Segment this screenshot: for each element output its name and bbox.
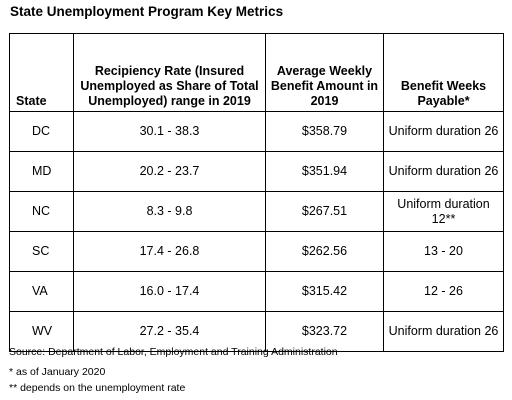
cell-state: NC (10, 192, 74, 232)
footnote-as-of-date: * as of January 2020 (9, 366, 106, 378)
metrics-table (9, 33, 504, 352)
cell-recipiency-rate: 8.3 - 9.8 (74, 192, 266, 232)
cell-benefit-weeks: 13 - 20 (384, 232, 504, 272)
cell-state: WV (10, 312, 74, 352)
cell-average-weekly-benefit: $351.94 (266, 152, 384, 192)
cell-benefit-weeks: Uniform duration 26 (384, 312, 504, 352)
cell-state: VA (10, 272, 74, 312)
table-row (10, 152, 504, 192)
cell-average-weekly-benefit: $262.56 (266, 232, 384, 272)
cell-benefit-weeks: Uniform duration 26 (384, 152, 504, 192)
cell-state: SC (10, 232, 74, 272)
cell-state: DC (10, 112, 74, 152)
cell-average-weekly-benefit: $358.79 (266, 112, 384, 152)
header-state: State (10, 34, 74, 112)
cell-recipiency-rate: 27.2 - 35.4 (74, 312, 266, 352)
cell-recipiency-rate: 17.4 - 26.8 (74, 232, 266, 272)
cell-state: MD (10, 152, 74, 192)
table-row (10, 272, 504, 312)
cell-average-weekly-benefit: $267.51 (266, 192, 384, 232)
cell-benefit-weeks: 12 - 26 (384, 272, 504, 312)
cell-benefit-weeks: Uniform duration 12** (384, 192, 504, 232)
table-title: State Unemployment Program Key Metrics (10, 4, 284, 19)
table-row (10, 232, 504, 272)
cell-recipiency-rate: 16.0 - 17.4 (74, 272, 266, 312)
cell-average-weekly-benefit: $315.42 (266, 272, 384, 312)
source-note: Source: Department of Labor, Employment and Training Administration (9, 346, 338, 358)
table-row (10, 192, 504, 232)
footnote-unemployment-rate: ** depends on the unemployment rate (9, 382, 186, 394)
cell-recipiency-rate: 20.2 - 23.7 (74, 152, 266, 192)
header-average-weekly-benefit: Average Weekly Benefit Amount in 2019 (266, 34, 384, 112)
cell-average-weekly-benefit: $323.72 (266, 312, 384, 352)
cell-benefit-weeks: Uniform duration 26 (384, 112, 504, 152)
header-row (10, 34, 504, 112)
header-recipiency-rate: Recipiency Rate (Insured Unemployed as Share of Total Unemployed) range in 2019 (74, 34, 266, 112)
cell-recipiency-rate: 30.1 - 38.3 (74, 112, 266, 152)
header-benefit-weeks: Benefit Weeks Payable* (384, 34, 504, 112)
table-row (10, 112, 504, 152)
